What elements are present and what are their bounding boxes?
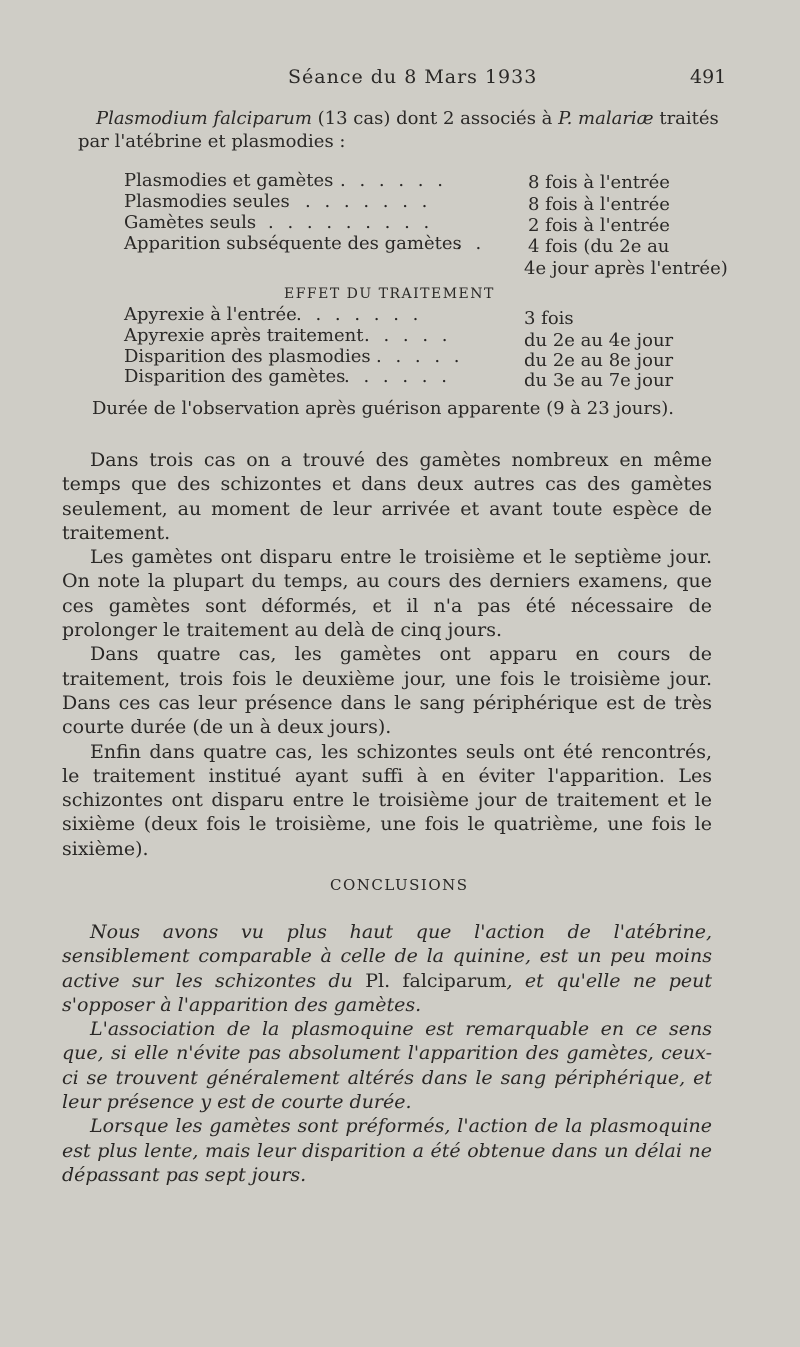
table-row-value: 3 fois [524,308,574,329]
leader-dots: . . . . . [364,325,452,346]
species-name: Plasmodium falciparum [96,108,312,129]
intro-count: (13 cas) dont 2 associés à [311,108,559,129]
table-row-value: du 3e au 7e jour [524,370,674,391]
table-row-label: Plasmodies et gamètes [124,170,334,191]
table-row-value: du 2e au 8e jour [524,350,674,371]
table-row-value-cont: 4e jour après l'entrée) [524,258,728,279]
conclusion-paragraph: L'association de la plasmoquine est remarquable en ce sens que, si elle n'évite pas absolument l'apparition des gamètes, ceux-ci se trouvent généralement altérés dans le sang périphérique, et leur présence y est de courte durée. [62,1018,712,1114]
table-subheading: EFFET DU TRAITEMENT [284,286,495,302]
table-row-label: Apyrexie à l'entrée [124,304,297,325]
leader-dots: . . . . . . . [296,304,423,325]
leader-dots: . . . . . . [344,366,451,387]
leader-dots: . . . . . . . . . [268,212,434,233]
table-row-label: Apparition subséquente des gamètes [124,233,462,254]
table-row-value: du 2e au 4e jour [524,330,674,351]
table-row-value: 2 fois à l'entrée [528,215,670,236]
paragraph: Les gamètes ont disparu entre le troisième et le septième jour. On note la plupart du temps, au cours des derniers examens, que ces gamètes sont déformés, et il n'a pas été nécessaire de prolonger le traitement au delà de cinq jours. [62,546,712,642]
conclusion-text: Nous avons vu plus haut que l'action de l'atébrine, sensiblement comparable à celle de la quinine, est un peu moins active sur les schizontes du [62,921,712,992]
intro-tail: traités [653,108,719,129]
table-row-label: Gamètes seuls [124,212,257,233]
conclusion-paragraph [62,920,712,1017]
leader-dots: . . [456,233,486,254]
running-title: Séance du 8 Mars 1933 [288,66,538,88]
table-row-value: 8 fois à l'entrée [528,194,670,215]
conclusion-species: Pl. falciparum [365,969,507,992]
leader-dots: . . . . . [376,346,464,367]
paragraph: Dans quatre cas, les gamètes ont apparu en cours de traitement, trois fois le deuxième jour, une fois le troisième jour. Dans ces cas leur présence dans le sang périphérique est de très courte durée (de un à deux jours). [62,643,712,739]
conclusion-text: , et qu'elle ne peut s'opposer à l'apparition des gamètes. [62,969,713,1016]
table-row-label: Apyrexie après traitement [124,325,364,346]
conclusions-heading: CONCLUSIONS [330,876,469,894]
intro-line2: par l'atébrine et plasmodies : [78,131,346,152]
leader-dots: . . . . . . . [305,191,432,212]
observation-duration: Durée de l'observation après guérison apparente (9 à 23 jours). [92,398,674,419]
conclusion-paragraph: Lorsque les gamètes sont préformés, l'action de la plasmoquine est plus lente, mais leur disparition a été obtenue dans un délai ne dépassant pas sept jours. [62,1115,712,1186]
conclusions-body [62,920,712,1187]
table-row-value: 8 fois à l'entrée [528,172,670,193]
table-row-label: Disparition des gamètes [124,366,346,387]
species-name-2: P. malariæ [558,108,654,129]
table-row-label: Plasmodies seules [124,191,290,212]
leader-dots: . . . . . . [340,170,447,191]
paragraph: Enfin dans quatre cas, les schizontes seuls ont été rencontrés, le traitement institué ayant suffi à en éviter l'apparition. Les schizontes ont disparu entre le troisième jour de traitement et le sixième (deux fois le troisième, une fois le quatrième, une fois le sixième). [62,740,712,860]
table-row-value: 4 fois (du 2e au [528,236,670,257]
table-row-label: Disparition des plasmodies [124,346,371,367]
intro-paragraph [78,107,719,153]
paragraph: Dans trois cas on a trouvé des gamètes nombreux en même temps que des schizontes et dans deux autres cas des gamètes seulement, au moment de leur arrivée et avant toute espèce de traitement. [62,449,712,544]
results-body [62,448,712,861]
page-number: 491 [690,66,727,88]
